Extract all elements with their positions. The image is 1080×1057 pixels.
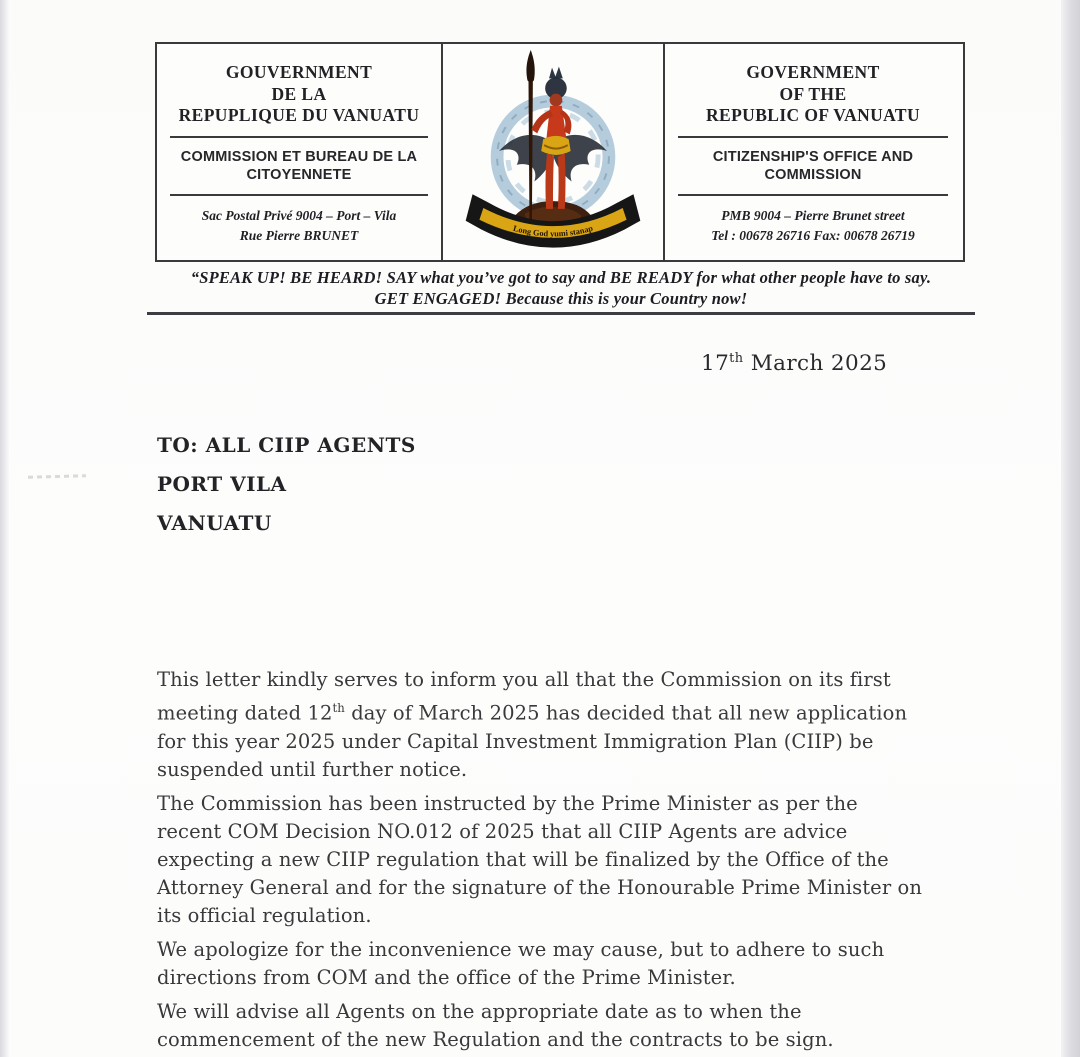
slogan-banner [147,267,975,315]
body-line-segment: meeting dated 12 [157,701,333,725]
body-line: Attorney General and for the signature of the Honourable Prime Minister on [157,875,923,899]
scan-edge-right [1061,0,1080,1057]
department-en-line2: COMMISSION [764,167,862,183]
divider-rule [678,136,947,138]
department-fr [181,148,417,185]
department-fr-line1: COMMISSION ET BUREAU DE LA [180,148,418,165]
gov-title-en-line2: OF THE [779,83,847,104]
paragraph-1 [157,666,947,784]
address-fr-line2: Rue Pierre BRUNET [239,227,359,243]
body-line: its official regulation. [157,903,372,927]
recipient-block [157,433,416,550]
paragraph-4 [157,998,947,1054]
slogan-line2: GET ENGAGED! Because this is your Country now! [374,289,748,308]
gov-title-en [706,62,920,127]
body-line [157,694,947,728]
gov-title-fr-line2: DE LA [271,83,327,104]
slogan-line1: “SPEAK UP! BE HEARD! SAY what you’ve got to say and BE READY for what other people have to say. [190,268,932,287]
address-en-line2: Tel : 00678 26716 Fax: 00678 26719 [711,227,915,243]
letter-body [157,666,947,1057]
body-line-segment: day of March 2025 has decided that all new application [344,701,908,725]
divider-rule [678,194,947,196]
address-en [711,206,915,246]
body-line: for this year 2025 under Capital Investment Immigration Plan (CIIP) be [157,729,874,753]
recipient-line-city: PORT VILA [157,472,287,496]
scan-edge-left [0,0,9,1057]
department-fr-line2: CITOYENNETE [246,167,352,183]
gov-title-fr-line1: GOUVERNMENT [225,62,373,82]
ordinal-superscript: th [332,701,345,715]
gov-title-fr-line3: REPUPLIQUE DU VANUATU [178,105,420,125]
divider-rule [170,194,428,196]
date-ordinal: th [729,351,744,366]
letter-date [701,351,887,376]
body-line: directions from COM and the office of the Prime Minister. [157,965,736,989]
paragraph-2 [157,790,947,930]
letterhead [155,42,965,262]
body-line: recent COM Decision NO.012 of 2025 that all CIIP Agents are advice [157,819,848,843]
paragraph-3 [157,936,947,992]
letterhead-french-cell [157,44,443,260]
date-month-year: March 2025 [743,351,888,377]
divider-rule [170,136,428,138]
body-line: This letter kindly serves to inform you all that the Commission on its first [157,668,891,691]
recipient-line-country: VANUATU [157,511,272,535]
gov-title-en-line1: GOVERNMENT [746,62,880,82]
letterhead-english-cell [663,44,961,260]
address-fr [202,206,397,246]
coat-of-arms-cell [443,44,663,260]
body-line: We will advise all Agents on the appropriate date as to when the [157,999,802,1023]
gov-title-fr [179,62,420,127]
date-day: 17 [701,351,730,377]
department-en-line1: CITIZENSHIP'S OFFICE AND [712,148,914,165]
body-line: expecting a new CIIP regulation that will be finalized by the Office of the [157,847,889,871]
scan-dash-artifact [28,474,86,479]
slogan-underline [147,312,975,315]
address-en-line1: PMB 9004 – Pierre Brunet street [721,207,905,223]
department-en [713,148,913,185]
body-line: We apologize for the inconvenience we may cause, but to adhere to such [157,937,885,961]
vanuatu-coat-of-arms-icon [457,49,649,257]
gov-title-en-line3: REPUBLIC OF VANUATU [705,105,921,125]
recipient-line-to: TO: ALL CIIP AGENTS [157,433,416,457]
body-line: suspended until further notice. [157,757,468,781]
emblem-motto: Long God yumi stanap [512,223,594,239]
body-line: The Commission has been instructed by the Prime Minister as per the [157,791,858,815]
address-fr-line1: Sac Postal Privé 9004 – Port – Vila [201,207,397,223]
body-line: commencement of the new Regulation and the contracts to be sign. [157,1027,834,1051]
